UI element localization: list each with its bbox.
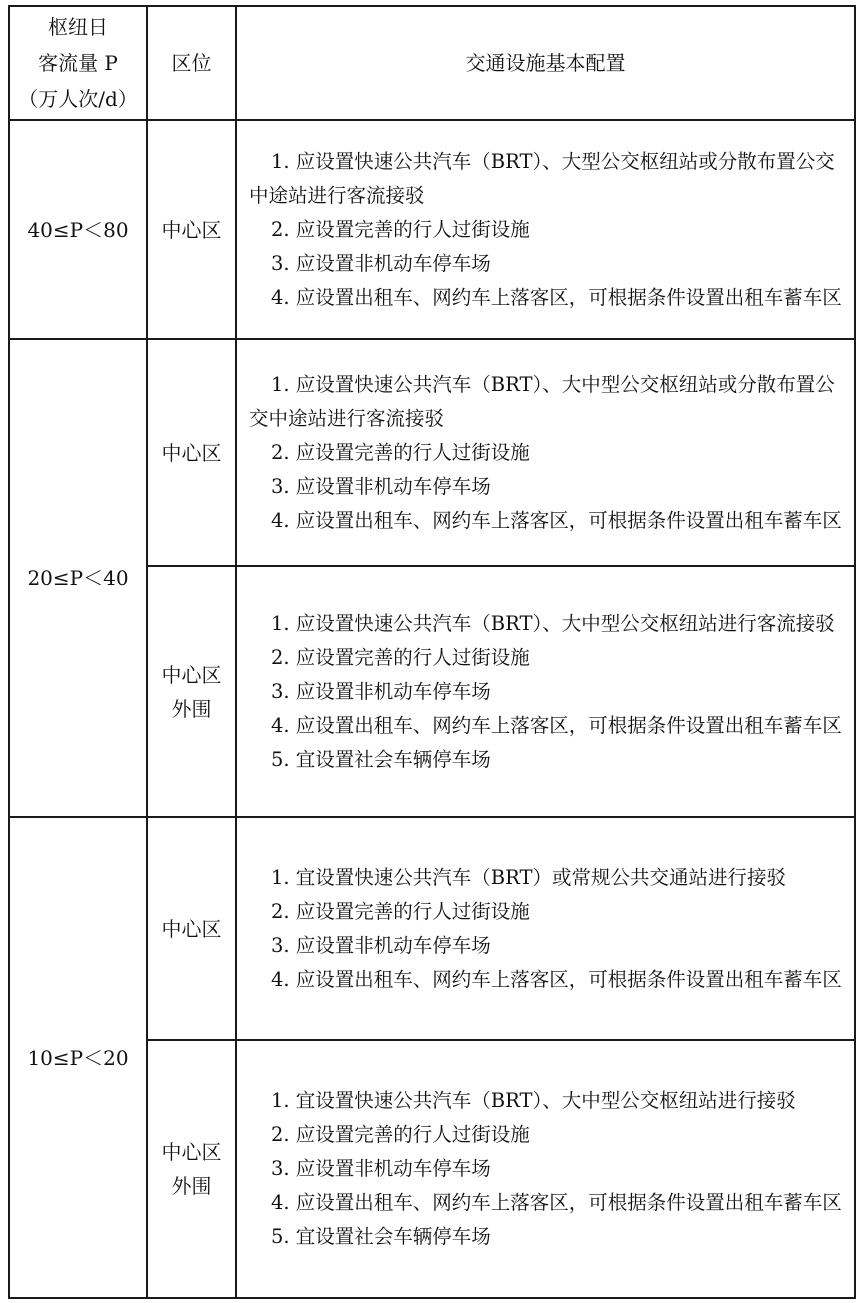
table-body xyxy=(9,120,855,1298)
config-item: 2. 应设置完善的行人过街设施 xyxy=(271,217,530,241)
config-item: 1. 应设置快速公共汽车（BRT）、大型公交枢纽站或分散布置公交中途站进行客流接驳 xyxy=(249,149,835,207)
config-cell xyxy=(236,817,855,1040)
config-item: 3. 应设置非机动车停车场 xyxy=(271,679,491,703)
config-cell xyxy=(236,120,855,339)
flow-range-cell: 20≤P＜40 xyxy=(9,339,147,817)
config-cell xyxy=(236,566,855,817)
flow-range-cell: 10≤P＜20 xyxy=(9,817,147,1298)
config-item: 2. 应设置完善的行人过街设施 xyxy=(271,1123,530,1146)
config-item: 4. 应设置出租车、网约车上落客区，可根据条件设置出租车蓄车区 xyxy=(271,713,842,737)
table-row xyxy=(9,339,855,566)
header-config: 交通设施基本配置 xyxy=(236,6,855,120)
flow-range-cell: 40≤P＜80 xyxy=(9,120,147,339)
config-item: 2. 应设置完善的行人过街设施 xyxy=(271,440,530,464)
table-header-row xyxy=(9,6,855,120)
config-item: 2. 应设置完善的行人过街设施 xyxy=(271,899,530,923)
config-item: 1. 宜设置快速公共汽车（BRT）或常规公共交通站进行接驳 xyxy=(271,865,786,889)
config-item: 4. 应设置出租车、网约车上落客区，可根据条件设置出租车蓄车区 xyxy=(271,285,842,309)
header-zone: 区位 xyxy=(147,6,236,120)
config-cell xyxy=(236,339,855,566)
config-item: 4. 应设置出租车、网约车上落客区，可根据条件设置出租车蓄车区 xyxy=(271,508,842,532)
config-item: 3. 应设置非机动车停车场 xyxy=(271,251,491,275)
config-item: 5. 宜设置社会车辆停车场 xyxy=(271,747,491,771)
zone-cell: 中心区 xyxy=(147,817,236,1040)
zone-cell: 中心区 外围 xyxy=(147,1040,236,1298)
config-item: 3. 应设置非机动车停车场 xyxy=(271,933,491,957)
config-item: 3. 应设置非机动车停车场 xyxy=(271,474,491,498)
zone-cell: 中心区 外围 xyxy=(147,566,236,817)
facility-config-table xyxy=(8,5,856,1299)
header-flow: 枢纽日 客流量 P （万人次/d） xyxy=(9,6,147,120)
config-item: 3. 应设置非机动车停车场 xyxy=(271,1157,491,1180)
table-row xyxy=(9,817,855,1040)
config-item: 2. 应设置完善的行人过街设施 xyxy=(271,645,530,669)
table-row xyxy=(9,120,855,339)
zone-cell: 中心区 xyxy=(147,339,236,566)
config-item: 1. 应设置快速公共汽车（BRT）、大中型公交枢纽站进行客流接驳 xyxy=(271,611,835,635)
config-item: 4. 应设置出租车、网约车上落客区，可根据条件设置出租车蓄车区 xyxy=(271,967,842,991)
zone-cell: 中心区 xyxy=(147,120,236,339)
config-item: 1. 应设置快速公共汽车（BRT）、大中型公交枢纽站或分散布置公交中途站进行客流接驳 xyxy=(249,372,835,430)
config-item: 4. 应设置出租车、网约车上落客区，可根据条件设置出租车蓄车区 xyxy=(271,1191,842,1214)
config-item: 1. 宜设置快速公共汽车（BRT）、大中型公交枢纽站进行接驳 xyxy=(271,1089,796,1112)
config-cell xyxy=(236,1040,855,1298)
config-item: 5. 宜设置社会车辆停车场 xyxy=(271,1225,491,1248)
